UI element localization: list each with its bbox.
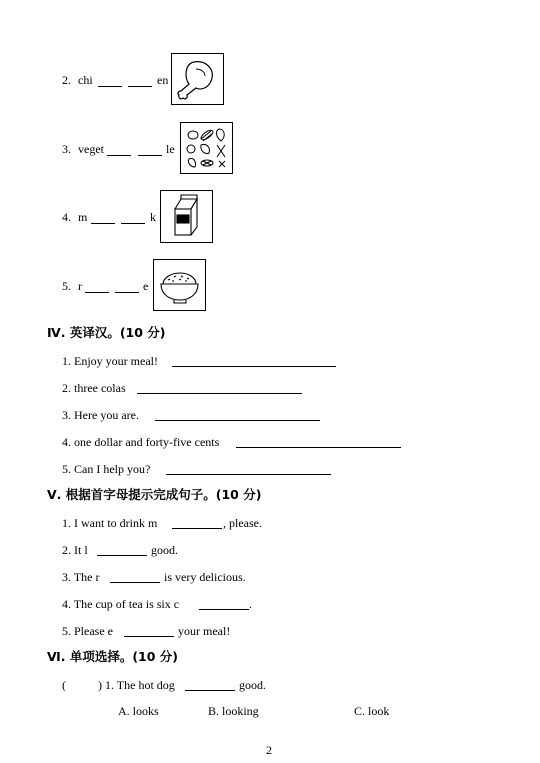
item-number: 4. bbox=[62, 210, 71, 224]
translate-item: 5. Can I help you? bbox=[62, 462, 151, 476]
answer-line[interactable] bbox=[172, 366, 336, 367]
sentence-start: 3. The r bbox=[62, 570, 100, 584]
sentence-start: 2. It l bbox=[62, 543, 88, 557]
word-suffix: le bbox=[166, 142, 175, 156]
word-prefix: veget bbox=[78, 142, 104, 156]
letter-blank[interactable] bbox=[128, 86, 152, 87]
option-a[interactable]: A. looks bbox=[118, 704, 159, 718]
rice-bowl-icon bbox=[153, 259, 206, 311]
word-suffix: en bbox=[157, 73, 169, 87]
page-number: 2 bbox=[266, 743, 272, 757]
question-end: good. bbox=[239, 678, 266, 692]
answer-blank[interactable] bbox=[124, 636, 174, 637]
translate-item: 1. Enjoy your meal! bbox=[62, 354, 158, 368]
word-prefix: m bbox=[78, 210, 88, 224]
answer-blank[interactable] bbox=[185, 690, 235, 691]
section-heading-iv: Ⅳ. 英译汉。(10 分) bbox=[47, 325, 166, 340]
answer-slot[interactable] bbox=[70, 676, 96, 692]
letter-blank[interactable] bbox=[98, 86, 122, 87]
sentence-end: , please. bbox=[223, 516, 262, 530]
answer-paren-close: ) bbox=[98, 678, 102, 692]
answer-line[interactable] bbox=[166, 474, 331, 475]
answer-line[interactable] bbox=[236, 447, 401, 448]
word-prefix: r bbox=[78, 279, 82, 293]
section-heading-v: Ⅴ. 根据首字母提示完成句子。(10 分) bbox=[47, 487, 262, 502]
vegetables-icon bbox=[180, 122, 233, 174]
letter-blank[interactable] bbox=[121, 223, 145, 224]
sentence-start: 1. I want to drink m bbox=[62, 516, 158, 530]
word-suffix: e bbox=[143, 279, 149, 293]
sentence-end: your meal! bbox=[178, 624, 231, 638]
letter-blank[interactable] bbox=[85, 292, 109, 293]
question-stem: 1. The hot dog bbox=[105, 678, 175, 692]
answer-blank[interactable] bbox=[110, 582, 160, 583]
option-c[interactable]: C. look bbox=[354, 704, 390, 718]
answer-blank[interactable] bbox=[172, 528, 222, 529]
letter-blank[interactable] bbox=[138, 155, 162, 156]
letter-blank[interactable] bbox=[107, 155, 131, 156]
word-prefix: chi bbox=[78, 73, 93, 87]
sentence-start: 5. Please e bbox=[62, 624, 113, 638]
answer-line[interactable] bbox=[155, 420, 320, 421]
chicken-leg-icon bbox=[171, 53, 224, 105]
word-suffix: k bbox=[150, 210, 156, 224]
translate-item: 2. three colas bbox=[62, 381, 126, 395]
sentence-end: is very delicious. bbox=[164, 570, 246, 584]
answer-paren-open: ( bbox=[62, 678, 66, 692]
answer-blank[interactable] bbox=[97, 555, 147, 556]
answer-blank[interactable] bbox=[199, 609, 249, 610]
sentence-start: 4. The cup of tea is six c bbox=[62, 597, 180, 611]
translate-item: 3. Here you are. bbox=[62, 408, 139, 422]
section-heading-vi: Ⅵ. 单项选择。(10 分) bbox=[47, 649, 179, 664]
translate-item: 4. one dollar and forty-five cents bbox=[62, 435, 220, 449]
letter-blank[interactable] bbox=[91, 223, 115, 224]
item-number: 3. bbox=[62, 142, 71, 156]
letter-blank[interactable] bbox=[115, 292, 139, 293]
sentence-end: good. bbox=[151, 543, 178, 557]
milk-carton-icon bbox=[160, 190, 213, 243]
answer-line[interactable] bbox=[137, 393, 302, 394]
item-number: 5. bbox=[62, 279, 71, 293]
option-b[interactable]: B. looking bbox=[208, 704, 259, 718]
item-number: 2. bbox=[62, 73, 71, 87]
sentence-end: . bbox=[249, 597, 252, 611]
